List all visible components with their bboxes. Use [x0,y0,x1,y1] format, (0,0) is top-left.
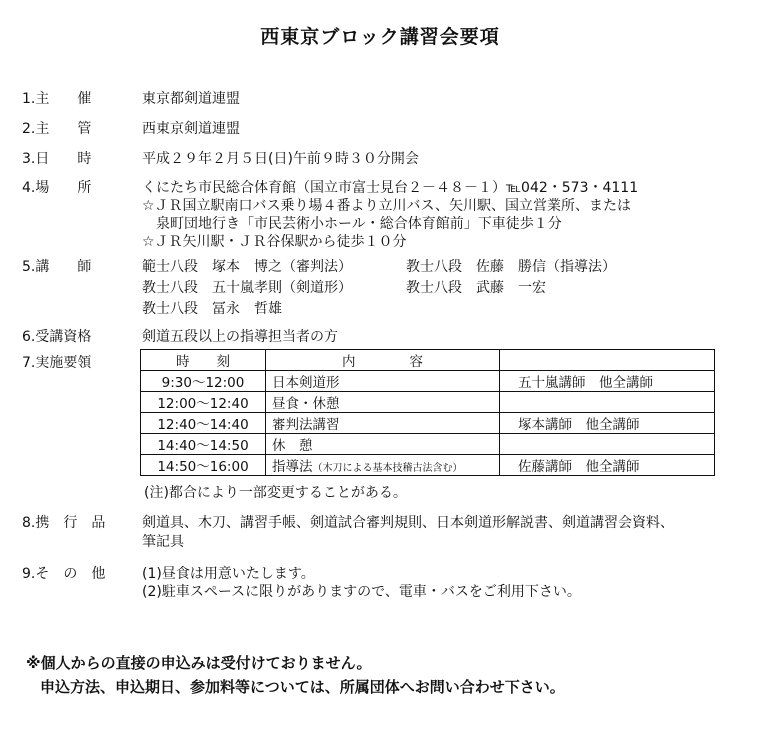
lecturer-entry: 範士八段 塚本 博之（審判法） [142,259,352,275]
lecturer-entry: 教士八段 冨永 哲雄 [142,301,282,317]
time-cell: 12:40～14:40 [141,413,266,434]
lecturer-entry: 教士八段 武藤 一宏 [406,280,546,296]
date-value: 平成２９年２月５日(日)午前９時３０分開会 [142,151,419,167]
host-label: 1.主 催 [22,91,92,107]
other-line: (1)昼食は用意いたします。 [142,566,315,582]
place-line: くにたち市民総合体育館（国立市富士見台２－４８－１）℡042・573・4111 [142,180,639,196]
table-row [141,413,715,434]
host-value: 東京都剣道連盟 [142,91,240,107]
belongings-line: 筆記具 [142,534,184,550]
place-line: 泉町団地行き「市民芸術小ホール・総合体育館前」下車徒歩１分 [156,216,562,232]
place-line: ☆ＪＲ矢川駅・ＪＲ谷保駅から徒歩１０分 [142,234,407,250]
lecturer-header [500,350,715,371]
lecturer-entry: 教士八段 佐藤 勝信（指導法） [406,259,616,275]
belongings-label: 8.携 行 品 [22,515,106,531]
lecturers-label: 5.講 師 [22,259,92,275]
table-row [141,392,715,413]
belongings-line: 剣道具、木刀、講習手帳、剣道試合審判規則、日本剣道形解説書、剣道講習会資料、 [142,515,674,531]
page-title: 西東京ブロック講習会要項 [260,26,500,48]
other-label: 9.そ の 他 [22,566,106,582]
lecturer-cell: 佐藤講師 他全講師 [500,455,715,476]
lecturer-cell: 五十嵐講師 他全講師 [500,371,715,392]
lecturer-cell [500,434,715,455]
content-cell [266,455,500,476]
table-header-row [141,350,715,371]
time-cell: 14:50～16:00 [141,455,266,476]
place-label: 4.場 所 [22,180,92,196]
content-note: （木刀による基本技稽古法含む） [312,463,463,474]
date-label: 3.日 時 [22,151,92,167]
content-text: 指導法 [272,459,313,475]
notice-line: 申込方法、申込期日、参加料等については、所属団体へお問い合わせ下さい。 [40,678,565,696]
notice-line: ※個人からの直接の申込みは受付けておりません。 [26,654,372,672]
manage-label: 2.主 管 [22,121,92,137]
content-header: 内 容 [266,350,500,371]
time-cell: 9:30～12:00 [141,371,266,392]
table-row [141,434,715,455]
schedule-footnote: (注)都合により一部変更することがある。 [144,485,407,501]
lecturer-entry: 教士八段 五十嵐孝則（剣道形） [142,280,352,296]
place-line: ☆ＪＲ国立駅南口バス乗り場４番より立川バス、矢川駅、国立営業所、または [142,198,631,214]
content-cell: 昼食・休憩 [266,392,500,413]
other-line: (2)駐車スペースに限りがありますので、電車・バスをご利用下さい。 [142,584,581,600]
content-cell: 審判法講習 [266,413,500,434]
schedule-table [140,349,715,476]
time-cell: 12:00～12:40 [141,392,266,413]
table-row [141,371,715,392]
qualification-value: 剣道五段以上の指導担当者の方 [142,329,338,345]
manage-value: 西東京剣道連盟 [142,121,240,137]
time-header: 時 刻 [141,350,266,371]
content-cell: 日本剣道形 [266,371,500,392]
content-cell: 休 憩 [266,434,500,455]
lecturer-cell [500,392,715,413]
schedule-label: 7.実施要領 [22,355,92,371]
qualification-label: 6.受講資格 [22,329,92,345]
lecturer-cell: 塚本講師 他全講師 [500,413,715,434]
table-row [141,455,715,476]
time-cell: 14:40～14:50 [141,434,266,455]
